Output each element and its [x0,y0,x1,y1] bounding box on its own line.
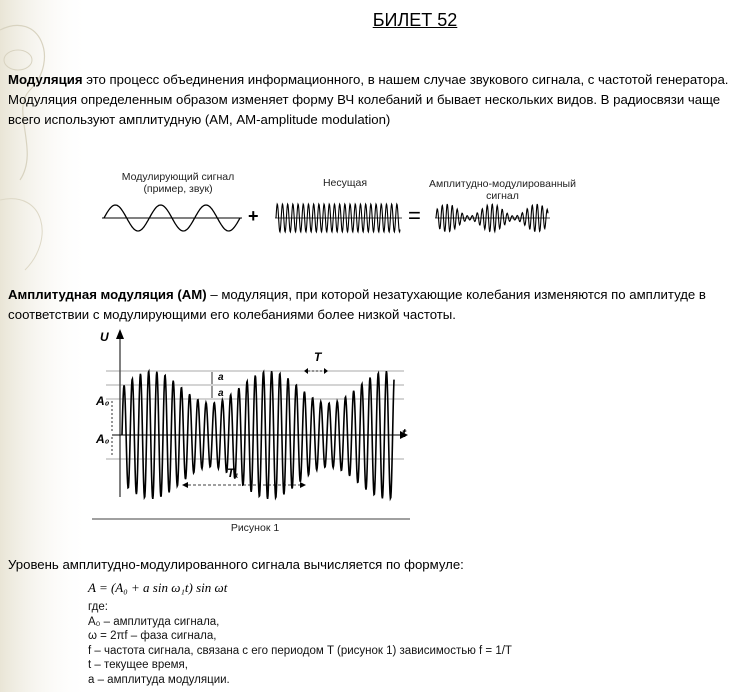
a-label-bottom: a [218,388,224,399]
t1-label: T₁ [227,466,239,480]
legend-line: f – частота сигнала, связана с его периодом T (рисунок 1) зависимостью f = 1/T [88,644,512,657]
modulating-signal-caption: Модулирующий сигнал (пример, звук) [121,171,235,195]
legend-line: ω = 2πf – фаза сигнала, [88,630,217,642]
a0-label-top: A₀ [96,394,110,408]
am-paragraph [8,285,738,325]
a-label-top: a [218,372,224,383]
a0-label-bottom: A₀ [96,432,110,446]
intro-paragraph [8,70,738,130]
t-label: T [314,350,322,364]
legend-line: t – текущее время, [88,659,188,671]
legend-line: A₀ – амплитуда сигнала, [88,615,220,628]
y-axis-arrow [116,329,124,339]
formula-intro: Уровень амплитудно-модулированного сигнала вычисляется по формуле: [8,557,464,572]
intro-term: Модуляция [8,72,83,87]
legend-line: a – амплитуда модуляции. [88,673,230,686]
carrier-caption: Несущая [322,177,368,189]
y-axis-label: U [100,330,109,344]
page-title: БИЛЕТ 52 [372,10,458,30]
am-signal-caption: Амплитудно-модулированный сигнал [429,178,576,202]
equals-sign: = [408,203,421,228]
am-term: Амплитудная модуляция (АМ) [8,287,207,302]
am-text: – модуляция, при которой незатухающие колебания изменяются по амплитуде в соответствии с модулирующими его колебаниями более низкой частоты. [8,287,706,322]
plus-sign: + [248,206,259,226]
legend-line: где: [88,601,108,613]
am-formula: A = (A₀ + a sin ω₁t) sin ωt [88,580,228,595]
modulation-diagram [100,198,560,246]
intro-text: это процесс объединения информационного, в нашем случае звукового сигнала, с частотой генератора. Модуляция определенным образом изменяет форму ВЧ колебаний и бывает нескольких видов. В радиосвязи чаще всего используют амплитудную (АМ, AM-amplitude modulation) [8,72,729,127]
x-axis-label: t [402,426,406,440]
figure-caption: Рисунок 1 [230,522,280,534]
formula-legend [88,600,512,687]
am-figure [92,325,417,535]
